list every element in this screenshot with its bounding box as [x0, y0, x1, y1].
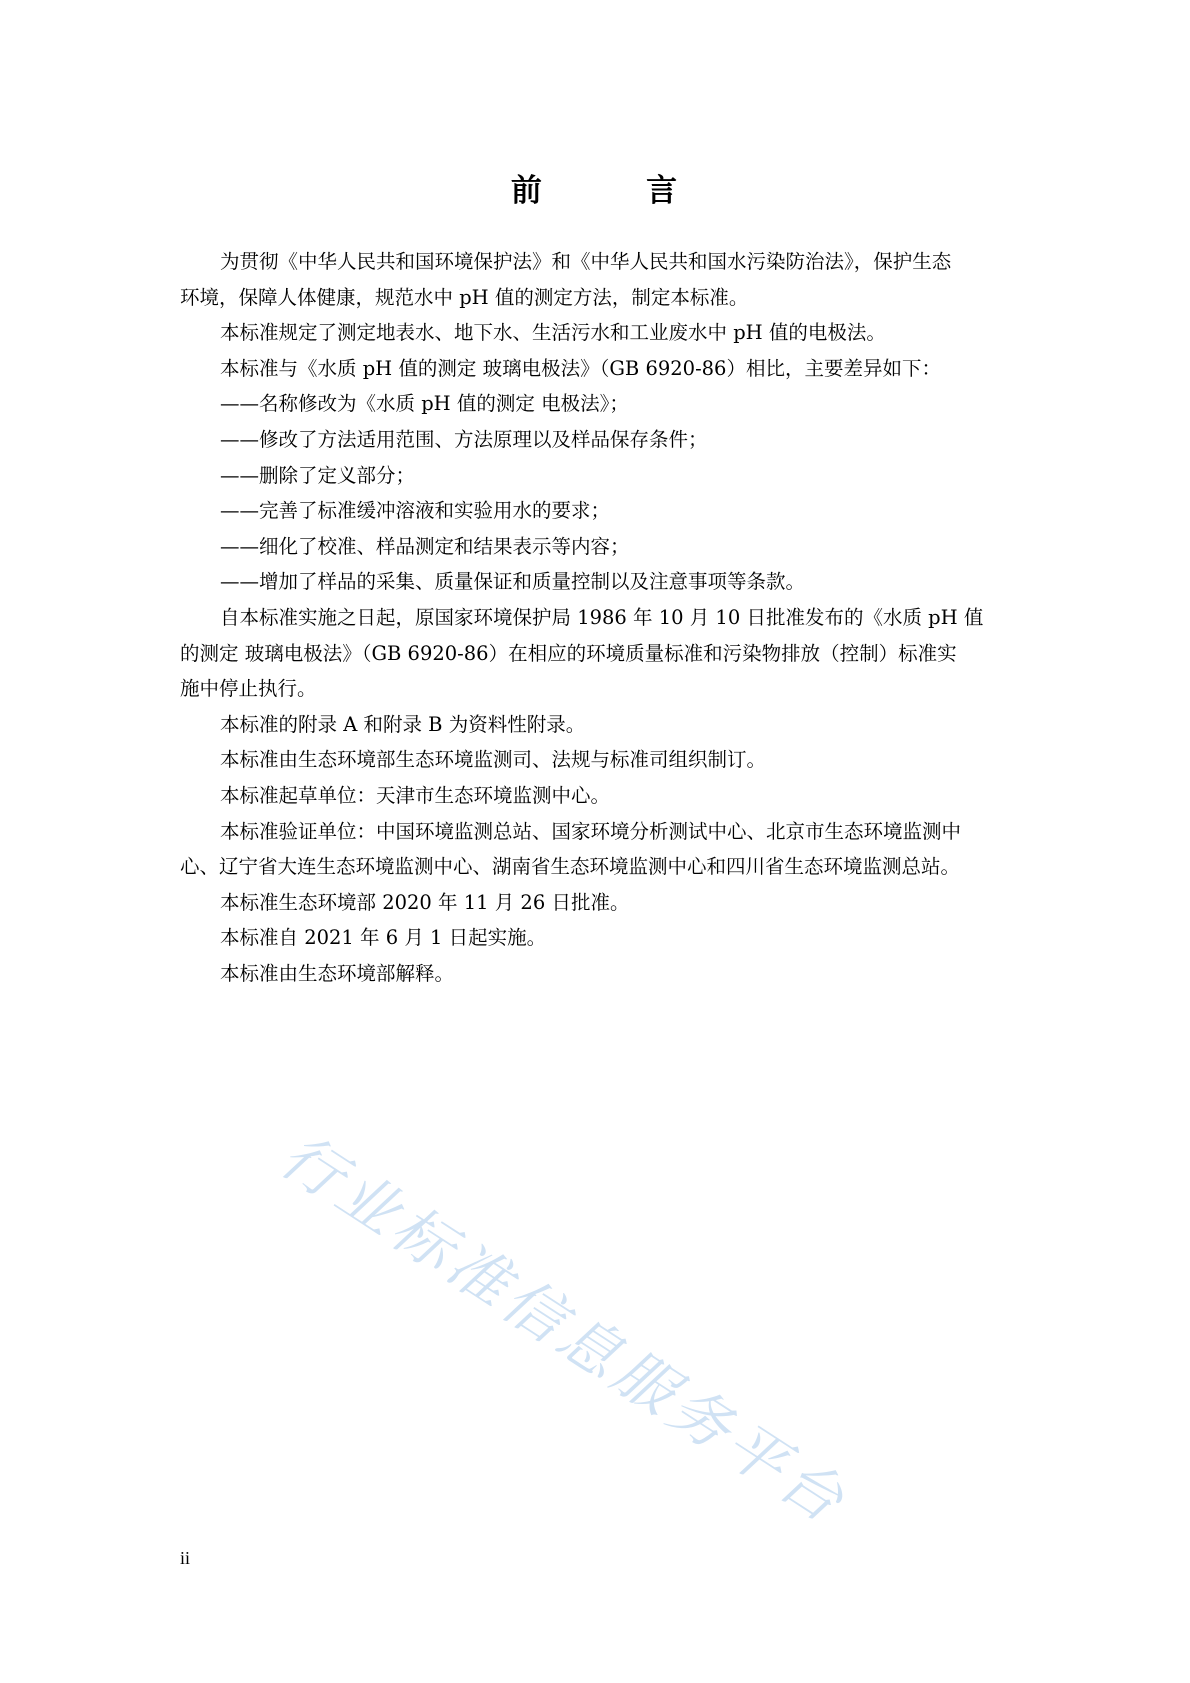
text-line: 本标准起草单位：天津市生态环境监测中心。: [220, 783, 611, 807]
text-line: 本标准生态环境部 2020 年 11 月 26 日批准。: [220, 890, 630, 914]
list-item: ——增加了样品的采集、质量保证和质量控制以及注意事项等条款。: [220, 570, 806, 594]
text-line: 本标准由生态环境部解释。: [220, 961, 455, 985]
list-item: ——名称修改为《水质 pH 值的测定 电极法》；: [220, 392, 629, 416]
text-line: 本标准与《水质 pH 值的测定 玻璃电极法》（GB 6920-86）相比，主要差异如下：: [220, 356, 941, 380]
text-line: 本标准由生态环境部生态环境监测司、法规与标准司组织制订。: [220, 748, 767, 772]
text-line: 本标准验证单位：中国环境监测总站、国家环境分析测试中心、北京市生态环境监测中: [220, 819, 962, 843]
text-line: 环境，保障人体健康，规范水中 pH 值的测定方法，制定本标准。: [180, 285, 749, 309]
list-item: ——修改了方法适用范围、方法原理以及样品保存条件；: [220, 427, 708, 451]
text-line: 为贯彻《中华人民共和国环境保护法》和《中华人民共和国水污染防治法》，保护生态: [220, 250, 952, 273]
list-item: ——细化了校准、样品测定和结果表示等内容；: [220, 534, 630, 558]
text-line: 本标准的附录 A 和附录 B 为资料性附录。: [220, 712, 586, 736]
list-item: ——完善了标准缓冲溶液和实验用水的要求；: [220, 499, 611, 523]
page-title: 前 言: [510, 173, 680, 209]
text-line: 的测定 玻璃电极法》（GB 6920-86）在相应的环境质量标准和污染物排放（控制）标准实: [180, 641, 957, 665]
page-number: ii: [180, 1548, 191, 1568]
text-line: 本标准自 2021 年 6 月 1 日起实施。: [220, 926, 547, 950]
watermark: 行业标准信息服务平台: [268, 1120, 860, 1540]
document-body: [180, 244, 1032, 991]
text-line: 施中停止执行。: [180, 677, 317, 701]
list-item: ——删除了定义部分；: [220, 463, 416, 487]
text-line: 自本标准实施之日起，原国家环境保护局 1986 年 10 月 10 日批准发布的《水质 pH 值: [220, 605, 984, 629]
text-line: 心、辽宁省大连生态环境监测中心、湖南省生态环境监测中心和四川省生态环境监测总站。: [180, 855, 961, 879]
text-line: 本标准规定了测定地表水、地下水、生活污水和工业废水中 pH 值的电极法。: [220, 321, 886, 345]
